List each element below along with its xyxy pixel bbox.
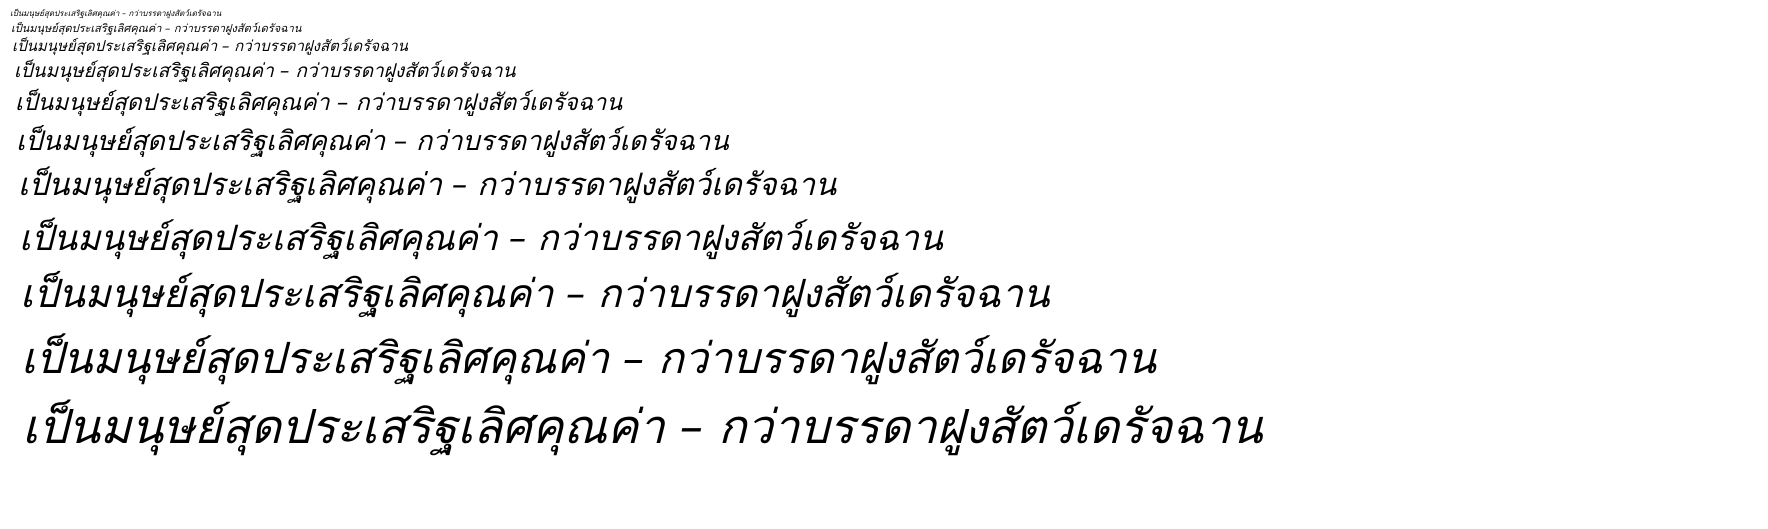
sample-line-size-11: เป็นมนุษย์สุดประเสริฐเลิศคุณค่า – กว่าบรรดาฝูงสัตว์เดรัจฉาน (22, 400, 1263, 455)
sample-line-size-6: เป็นมนุษย์สุดประเสริฐเลิศคุณค่า – กว่าบรรดาฝูงสัตว์เดรัจฉาน (16, 126, 729, 157)
sample-line-size-8: เป็นมนุษย์สุดประเสริฐเลิศคุณค่า – กว่าบรรดาฝูงสัตว์เดรัจฉาน (19, 219, 943, 259)
sample-line-size-2: เป็นมนุษย์สุดประเสริฐเลิศคุณค่า – กว่าบรรดาฝูงสัตว์เดรัจฉาน (11, 22, 302, 35)
sample-line-size-3: เป็นมนุษย์สุดประเสริฐเลิศคุณค่า – กว่าบรรดาฝูงสัตว์เดรัจฉาน (12, 37, 408, 55)
sample-line-size-5: เป็นมนุษย์สุดประเสริฐเลิศคุณค่า – กว่าบรรดาฝูงสัตว์เดรัจฉาน (15, 90, 623, 116)
sample-line-size-7: เป็นมนุษย์สุดประเสริฐเลิศคุณค่า – กว่าบรรดาฝูงสัตว์เดรัจฉาน (18, 167, 837, 203)
sample-line-size-4: เป็นมนุษย์สุดประเสริฐเลิศคุณค่า – กว่าบรรดาฝูงสัตว์เดรัจฉาน (14, 60, 516, 82)
sample-line-size-9: เป็นมนุษย์สุดประเสริฐเลิศคุณค่า – กว่าบรรดาฝูงสัตว์เดรัจฉาน (20, 272, 1050, 317)
sample-line-size-1: เป็นมนุษย์สุดประเสริฐเลิศคุณค่า – กว่าบรรดาฝูงสัตว์เดรัจฉาน (10, 9, 222, 18)
sample-line-size-10: เป็นมนุษย์สุดประเสริฐเลิศคุณค่า – กว่าบรรดาฝูงสัตว์เดรัจฉาน (21, 334, 1156, 384)
